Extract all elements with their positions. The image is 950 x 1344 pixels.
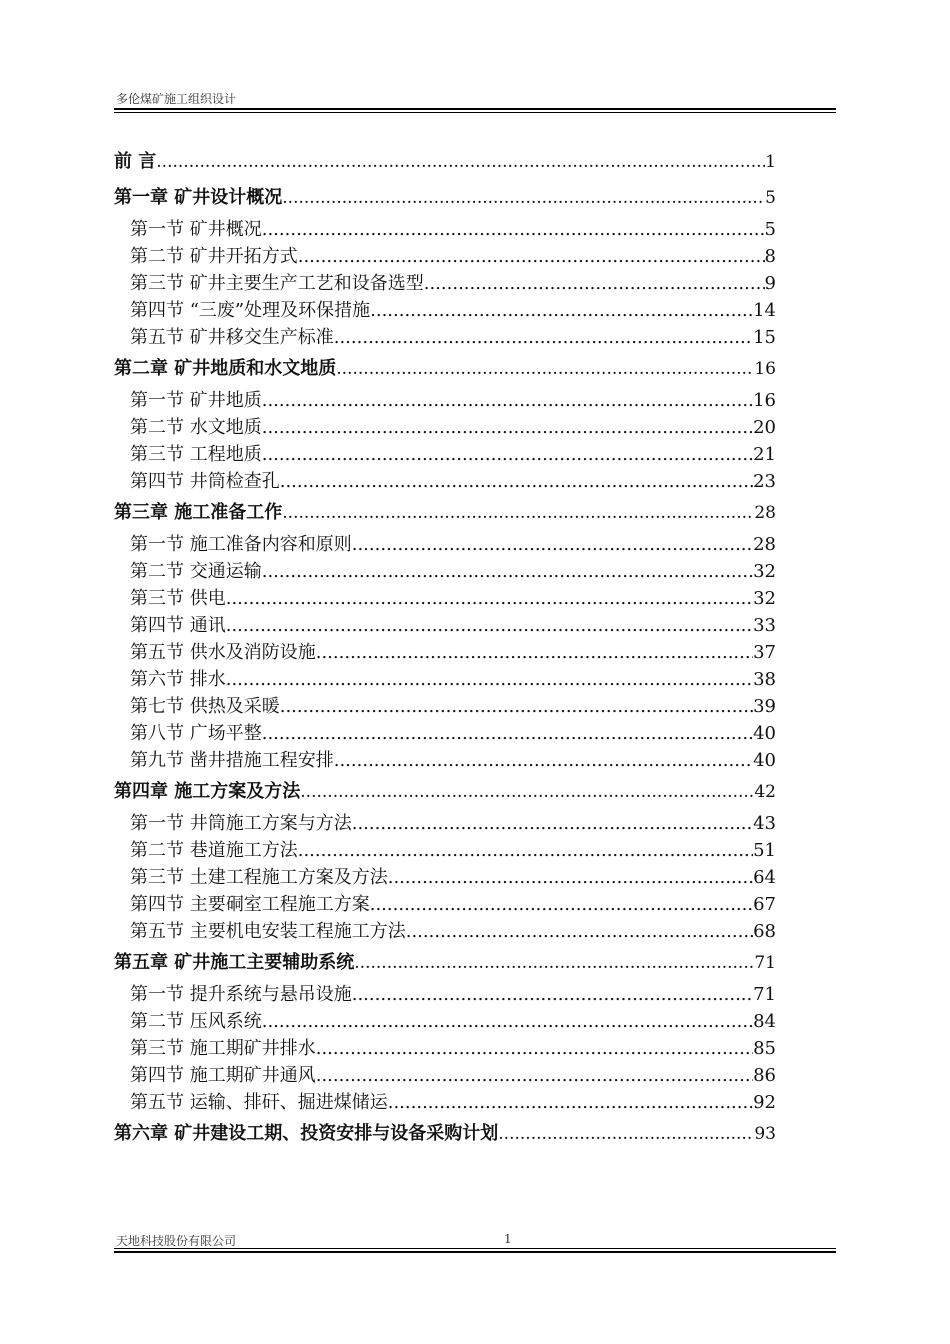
- footer-rule-thick: [114, 1251, 836, 1253]
- toc-entry-label: 第五节 供水及消防设施: [130, 642, 316, 663]
- toc-entry-label: 第五节 矿井移交生产标准: [130, 327, 334, 348]
- toc-entry-label: 第七节 供热及采暖: [130, 696, 280, 717]
- toc-leader-dots: [226, 585, 753, 612]
- toc-entry-label: 第一节 矿井概况: [130, 219, 262, 240]
- toc-entry-label: 第二章 矿井地质和水文地质: [114, 358, 337, 379]
- toc-chapter-entry[interactable]: [114, 351, 776, 387]
- toc-entry-page: 85: [753, 1038, 776, 1059]
- toc-leader-dots: [336, 351, 754, 387]
- toc-entry-page: 86: [753, 1065, 776, 1086]
- toc-section-entry[interactable]: [114, 639, 776, 666]
- toc-leader-dots: [280, 693, 753, 720]
- toc-entry-label: 第二节 交通运输: [130, 561, 262, 582]
- toc-entry-page: 14: [753, 300, 776, 321]
- toc-chapter-entry[interactable]: [114, 774, 776, 810]
- toc-section-entry[interactable]: [114, 216, 776, 243]
- toc-section-entry[interactable]: [114, 1008, 776, 1035]
- toc-entry-label: 第三节 工程地质: [130, 444, 262, 465]
- toc-section-entry[interactable]: [114, 1062, 776, 1089]
- toc-entry-page: 64: [753, 867, 776, 888]
- toc-chapter-entry[interactable]: [114, 144, 776, 180]
- toc-entry-page: 16: [753, 390, 776, 411]
- toc-chapter-entry[interactable]: [114, 180, 776, 216]
- toc-leader-dots: [352, 981, 753, 1008]
- toc-section-entry[interactable]: [114, 1089, 776, 1116]
- toc-entry-label: 第一节 井筒施工方案与方法: [130, 813, 352, 834]
- header-title: 多伦煤矿施工组织设计: [116, 92, 237, 106]
- toc-leader-dots: [388, 864, 753, 891]
- toc-leader-dots: [388, 1089, 753, 1116]
- toc-leader-dots: [316, 1035, 753, 1062]
- toc-section-entry[interactable]: [114, 414, 776, 441]
- header-rule-thin: [114, 112, 836, 113]
- toc-entry-page: 92: [753, 1092, 776, 1113]
- toc-entry-page: 93: [754, 1124, 776, 1144]
- toc-entry-page: 38: [753, 669, 776, 690]
- toc-section-entry[interactable]: [114, 891, 776, 918]
- toc-entry-page: 28: [754, 503, 776, 523]
- toc-entry-label: 前 言: [114, 151, 157, 172]
- toc-leader-dots: [316, 1062, 753, 1089]
- toc-entry-label: 第八节 广场平整: [130, 723, 262, 744]
- toc-entry-label: 第三节 施工期矿井排水: [130, 1038, 316, 1059]
- toc-entry-page: 68: [753, 921, 776, 942]
- toc-entry-page: 15: [753, 327, 776, 348]
- toc-entry-page: 51: [753, 840, 776, 861]
- toc-entry-label: 第三节 矿井主要生产工艺和设备选型: [130, 273, 424, 294]
- toc-entry-label: 第五节 运输、排矸、掘进煤储运: [130, 1092, 388, 1113]
- toc-chapter-entry[interactable]: [114, 495, 776, 531]
- toc-entry-page: 5: [765, 188, 776, 208]
- toc-section-entry[interactable]: [114, 441, 776, 468]
- toc-entry-page: 40: [753, 750, 776, 771]
- toc-leader-dots: [370, 891, 753, 918]
- toc-section-entry[interactable]: [114, 612, 776, 639]
- toc-entry-label: 第三节 供电: [130, 588, 226, 609]
- toc-entry-page: 16: [754, 359, 776, 379]
- toc-leader-dots: [316, 639, 753, 666]
- toc-entry-page: 42: [754, 782, 776, 802]
- toc-entry-label: 第一章 矿井设计概况: [114, 187, 283, 208]
- toc-leader-dots: [262, 441, 753, 468]
- toc-entry-label: 第一节 施工准备内容和原则: [130, 534, 352, 555]
- toc-leader-dots: [298, 837, 753, 864]
- toc-leader-dots: [406, 918, 753, 945]
- toc-entry-label: 第二节 水文地质: [130, 417, 262, 438]
- toc-section-entry[interactable]: [114, 837, 776, 864]
- toc-leader-dots: [280, 468, 753, 495]
- toc-entry-label: 第三节 土建工程施工方案及方法: [130, 867, 388, 888]
- toc-leader-dots: [498, 1116, 754, 1152]
- toc-entry-label: 第六节 排水: [130, 669, 226, 690]
- toc-section-entry[interactable]: [114, 720, 776, 747]
- toc-section-entry[interactable]: [114, 1035, 776, 1062]
- toc-entry-label: 第一节 矿井地质: [130, 390, 262, 411]
- toc-section-entry[interactable]: [114, 810, 776, 837]
- toc-entry-page: 37: [753, 642, 776, 663]
- toc-leader-dots: [282, 180, 765, 216]
- toc-leader-dots: [262, 720, 753, 747]
- toc-section-entry[interactable]: [114, 558, 776, 585]
- toc-leader-dots: [262, 387, 753, 414]
- toc-leader-dots: [262, 414, 753, 441]
- toc-leader-dots: [262, 1008, 753, 1035]
- toc-entry-label: 第二节 巷道施工方法: [130, 840, 298, 861]
- toc-entry-label: 第二节 矿井开拓方式: [130, 246, 298, 267]
- toc-entry-page: 71: [754, 953, 776, 973]
- toc-section-entry[interactable]: [114, 864, 776, 891]
- toc-leader-dots: [262, 216, 765, 243]
- toc-entry-page: 39: [753, 696, 776, 717]
- toc-entry-label: 第四节 主要硐室工程施工方案: [130, 894, 370, 915]
- toc-chapter-entry[interactable]: [114, 1116, 776, 1152]
- toc-entry-label: 第四章 施工方案及方法: [114, 781, 301, 802]
- toc-entry-page: 33: [753, 615, 776, 636]
- toc-leader-dots: [352, 531, 753, 558]
- toc-entry-page: 71: [753, 984, 776, 1005]
- toc-leader-dots: [352, 810, 753, 837]
- toc-entry-label: 第四节 施工期矿井通风: [130, 1065, 316, 1086]
- toc-entry-page: 32: [753, 561, 776, 582]
- footer-page-number: 1: [504, 1232, 512, 1246]
- toc-entry-label: 第四节 “三废”处理及环保措施: [130, 300, 371, 321]
- toc-section-entry[interactable]: [114, 468, 776, 495]
- toc-section-entry[interactable]: [114, 693, 776, 720]
- toc-leader-dots: [424, 270, 765, 297]
- toc-entry-page: 43: [753, 813, 776, 834]
- toc-leader-dots: [334, 747, 753, 774]
- toc-entry-page: 28: [753, 534, 776, 555]
- toc-section-entry[interactable]: [114, 387, 776, 414]
- toc-section-entry[interactable]: [114, 324, 776, 351]
- toc-leader-dots: [300, 774, 754, 810]
- toc-section-entry[interactable]: [114, 531, 776, 558]
- table-of-contents: [114, 144, 776, 1152]
- toc-leader-dots: [354, 945, 754, 981]
- toc-leader-dots: [262, 558, 753, 585]
- toc-entry-page: 21: [753, 444, 776, 465]
- toc-entry-page: 9: [764, 273, 776, 294]
- toc-entry-page: 8: [764, 246, 776, 267]
- toc-entry-page: 20: [753, 417, 776, 438]
- toc-entry-label: 第五节 主要机电安装工程施工方法: [130, 921, 406, 942]
- toc-entry-label: 第一节 提升系统与悬吊设施: [130, 984, 352, 1005]
- toc-entry-label: 第九节 凿井措施工程安排: [130, 750, 334, 771]
- toc-section-entry[interactable]: [114, 270, 776, 297]
- toc-chapter-entry[interactable]: [114, 945, 776, 981]
- toc-leader-dots: [156, 144, 765, 180]
- toc-section-entry[interactable]: [114, 666, 776, 693]
- toc-section-entry[interactable]: [114, 918, 776, 945]
- toc-leader-dots: [370, 297, 753, 324]
- toc-entry-page: 23: [753, 471, 776, 492]
- toc-leader-dots: [226, 666, 753, 693]
- toc-section-entry[interactable]: [114, 747, 776, 774]
- toc-section-entry[interactable]: [114, 297, 776, 324]
- toc-entry-page: 67: [753, 894, 776, 915]
- toc-leader-dots: [226, 612, 753, 639]
- toc-entry-label: 第二节 压风系统: [130, 1011, 262, 1032]
- toc-leader-dots: [334, 324, 753, 351]
- footer-company: 天地科技股份有限公司: [116, 1234, 237, 1248]
- toc-section-entry[interactable]: [114, 981, 776, 1008]
- toc-leader-dots: [298, 243, 765, 270]
- toc-entry-label: 第三章 施工准备工作: [114, 502, 283, 523]
- toc-entry-label: 第四节 井筒检查孔: [130, 471, 280, 492]
- toc-entry-page: 1: [765, 152, 776, 172]
- toc-entry-page: 5: [764, 219, 776, 240]
- toc-section-entry[interactable]: [114, 243, 776, 270]
- header-rule-thick: [114, 108, 836, 110]
- toc-section-entry[interactable]: [114, 585, 776, 612]
- toc-entry-page: 40: [753, 723, 776, 744]
- toc-entry-page: 84: [753, 1011, 776, 1032]
- toc-leader-dots: [282, 495, 754, 531]
- toc-entry-label: 第四节 通讯: [130, 615, 226, 636]
- toc-entry-page: 32: [753, 588, 776, 609]
- toc-entry-label: 第六章 矿井建设工期、投资安排与设备采购计划: [114, 1123, 499, 1144]
- toc-entry-label: 第五章 矿井施工主要辅助系统: [114, 952, 355, 973]
